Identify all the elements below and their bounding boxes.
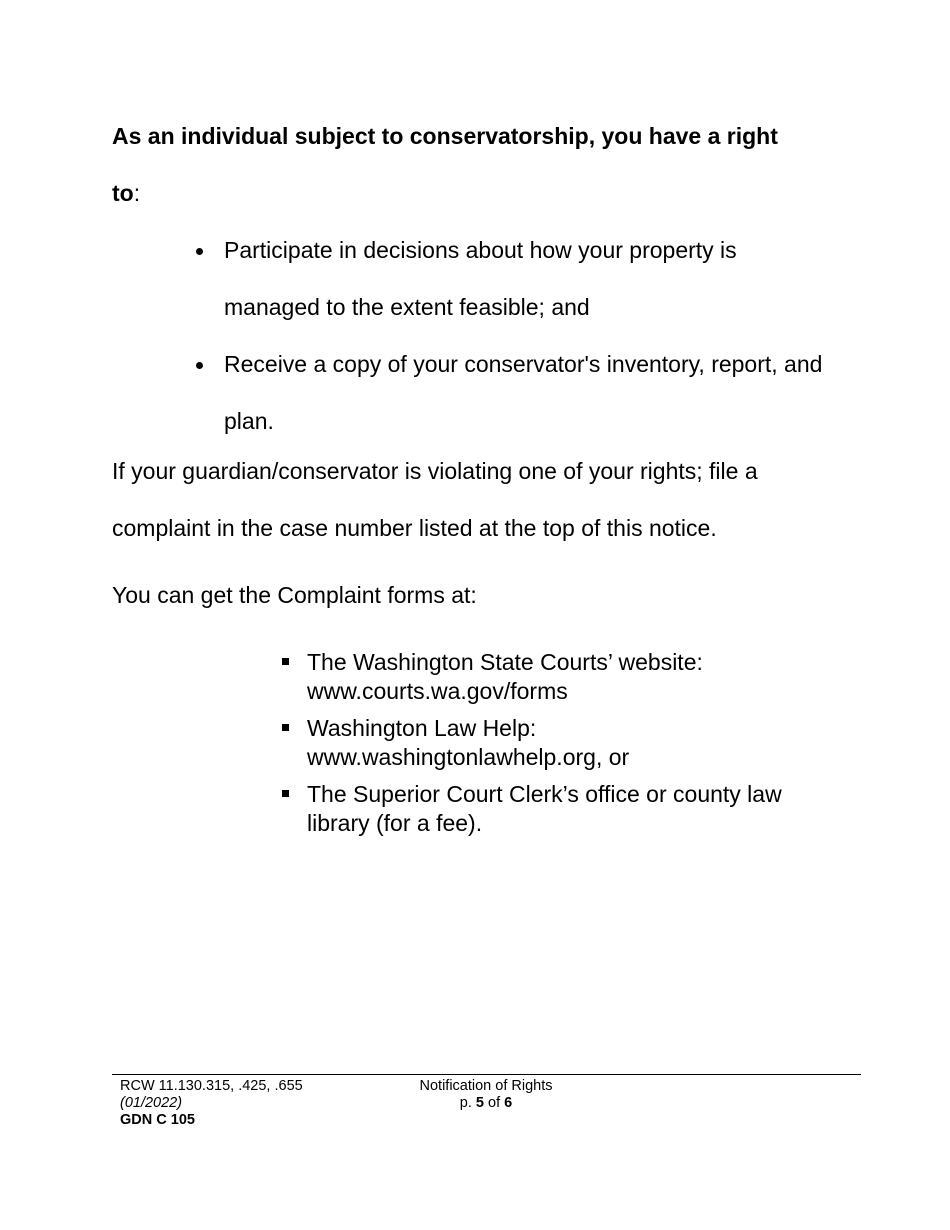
right-text: Receive a copy of your conservator's inventory, report, and plan. bbox=[224, 351, 823, 434]
square-bullet-icon bbox=[282, 658, 289, 665]
bullet-icon bbox=[196, 362, 203, 369]
rights-heading bbox=[112, 108, 852, 222]
footer-title: Notification of Rights bbox=[419, 1078, 553, 1094]
source-line: The Washington State Courts’ website: bbox=[307, 649, 703, 675]
page-prefix: p. bbox=[459, 1095, 472, 1111]
forms-intro: You can get the Complaint forms at: bbox=[112, 582, 477, 608]
page-number bbox=[380, 1095, 592, 1112]
list-item bbox=[0, 714, 847, 772]
list-item bbox=[0, 780, 847, 838]
bullet-icon bbox=[196, 248, 203, 255]
heading-text: As an individual subject to conservatorship, you have a right bbox=[112, 123, 778, 149]
page-of: of bbox=[488, 1095, 501, 1111]
list-item bbox=[0, 336, 834, 450]
form-code: GDN C 105 bbox=[120, 1112, 195, 1128]
source-url: www.courts.wa.gov/forms bbox=[307, 678, 568, 704]
source-line: library (for a fee). bbox=[307, 810, 483, 836]
footer-divider bbox=[112, 1074, 861, 1075]
form-sources-list bbox=[0, 648, 847, 846]
footer-left bbox=[120, 1078, 303, 1129]
source-url: www.washingtonlawhelp.org, or bbox=[307, 744, 630, 770]
heading-continuation: to bbox=[112, 180, 134, 206]
list-item bbox=[0, 222, 834, 336]
square-bullet-icon bbox=[282, 724, 289, 731]
square-bullet-icon bbox=[282, 790, 289, 797]
rcw-citation: RCW 11.130.315, .425, .655 bbox=[120, 1078, 303, 1094]
form-date: (01/2022) bbox=[120, 1095, 183, 1111]
source-line: Washington Law Help: bbox=[307, 715, 537, 741]
source-line: The Superior Court Clerk’s office or county law bbox=[307, 781, 782, 807]
page-total: 6 bbox=[504, 1095, 513, 1111]
violation-paragraph: If your guardian/conservator is violating one of your rights; file a complaint in the case number listed at the top of this notice. bbox=[112, 458, 758, 541]
list-item bbox=[0, 648, 847, 706]
footer-center bbox=[380, 1078, 592, 1112]
heading-colon: : bbox=[133, 180, 141, 206]
page-current: 5 bbox=[475, 1095, 484, 1111]
rights-list bbox=[0, 222, 834, 450]
right-text: Participate in decisions about how your property is managed to the extent feasible; and bbox=[224, 237, 737, 320]
